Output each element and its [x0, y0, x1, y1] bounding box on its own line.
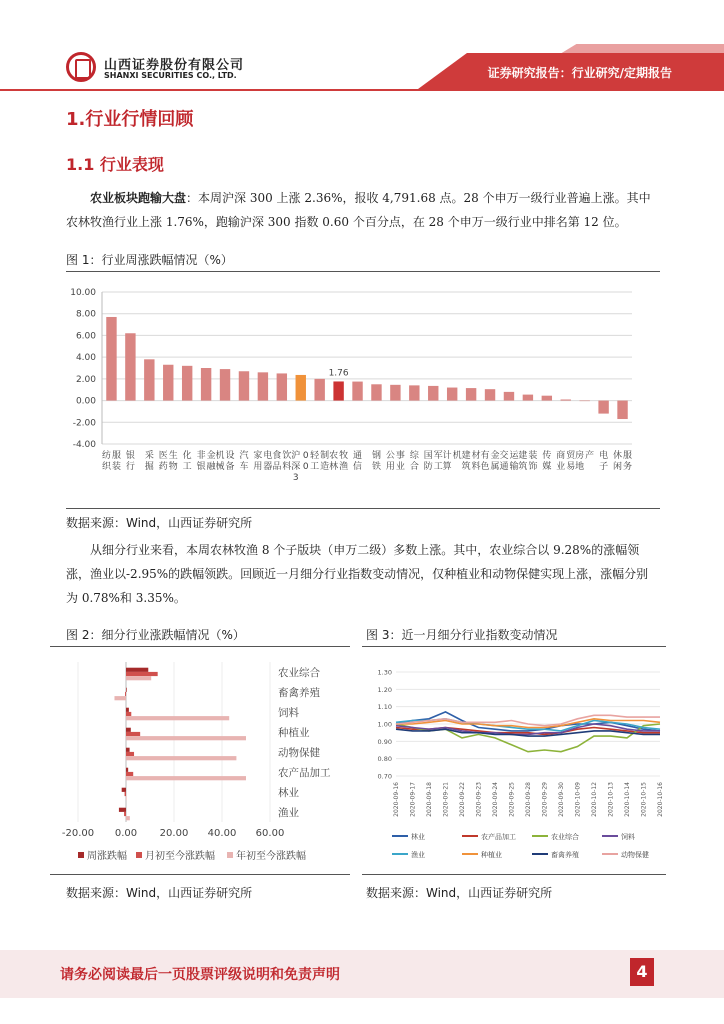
svg-text:机: 机 — [215, 451, 225, 461]
fig2-legend-swatch — [227, 852, 233, 858]
fig2-xtick-label: 20.00 — [159, 828, 189, 839]
fig1-chart — [66, 278, 660, 508]
fig1-category-label — [443, 449, 462, 472]
svg-text:料: 料 — [471, 462, 481, 472]
fig1-category-label — [518, 449, 537, 472]
fig2-xtick-label: -20.00 — [61, 828, 95, 839]
fig1-top-rule — [66, 271, 660, 272]
svg-text:深: 深 — [291, 462, 301, 472]
fig3-ytick-label: 0.80 — [377, 755, 392, 764]
svg-text:金: 金 — [206, 451, 216, 461]
svg-text:用: 用 — [253, 462, 263, 472]
fig3-legend-label: 农业综合 — [551, 833, 579, 841]
svg-text:食: 食 — [272, 451, 282, 461]
fig3-ytick-label: 1.20 — [377, 685, 392, 694]
fig1-bar — [523, 395, 533, 401]
fig3-source: 数据来源：Wind，山西证券研究所 — [366, 886, 553, 900]
svg-text:事: 事 — [395, 451, 405, 461]
fig2-bar — [126, 688, 127, 692]
svg-text:0: 0 — [302, 462, 309, 472]
fig1-bar — [466, 388, 476, 400]
svg-text:建: 建 — [461, 451, 471, 461]
fig1-category-label — [499, 449, 519, 472]
fig1-bar — [561, 399, 571, 400]
svg-text:设: 设 — [225, 451, 235, 461]
svg-text:交: 交 — [499, 451, 509, 461]
page-number: 4 — [630, 958, 654, 986]
fig2-bar — [125, 792, 126, 796]
fig1-ytick-label: 4.00 — [75, 353, 96, 364]
fig2-category-label: 林业 — [278, 787, 299, 799]
svg-text:采: 采 — [144, 451, 154, 461]
fig1-category-label — [386, 449, 405, 472]
svg-text:械: 械 — [215, 462, 225, 472]
fig1-category-label — [424, 450, 443, 472]
fig3-ytick-label: 1.30 — [377, 668, 392, 677]
svg-text:业: 业 — [556, 462, 566, 472]
fig1-category-label — [575, 449, 594, 472]
fig1-category-label — [253, 449, 272, 472]
fig1-bar — [409, 385, 419, 400]
svg-text:林: 林 — [329, 462, 339, 472]
fig1-bar — [163, 365, 173, 401]
fig2-xtick-label: 0.00 — [114, 828, 138, 839]
svg-text:钢: 钢 — [371, 451, 381, 461]
svg-text:金: 金 — [490, 451, 500, 461]
svg-text:牧: 牧 — [339, 451, 349, 461]
fig2-category-label: 种植业 — [278, 727, 310, 739]
fig2-bar — [126, 728, 131, 732]
svg-text:服: 服 — [623, 451, 633, 461]
fig3-xtick-label: 2020-09-16 — [393, 782, 400, 817]
svg-text:运: 运 — [509, 451, 519, 461]
svg-text:工: 工 — [433, 462, 443, 472]
fig1-category-label — [599, 449, 608, 472]
fig1-source: 数据来源：Wind，山西证券研究所 — [66, 516, 253, 530]
fig1-category-label — [481, 449, 500, 472]
fig1-bar — [504, 392, 514, 401]
fig3-chart — [362, 650, 666, 872]
fig2-bar — [126, 708, 129, 712]
fig3-xtick-label: 2020-10-14 — [624, 782, 631, 817]
fig2-bar — [126, 672, 158, 676]
svg-text:饮: 饮 — [282, 451, 292, 461]
fig1-bar — [371, 384, 381, 400]
svg-text:饰: 饰 — [528, 462, 538, 472]
fig2-legend-label: 月初至今涨跌幅 — [145, 851, 215, 862]
svg-text:织: 织 — [101, 462, 111, 472]
svg-text:3: 3 — [292, 473, 299, 483]
report-type: 证券研究报告：行业研究/定期报告 — [487, 66, 672, 80]
fig1-bar — [390, 385, 400, 401]
fig1-bar — [106, 317, 116, 401]
svg-text:装: 装 — [111, 462, 121, 472]
fig1-category-label — [291, 449, 309, 483]
fig1-category-label — [216, 449, 235, 472]
fig1-category-label — [462, 449, 481, 472]
fig2-bar — [126, 816, 130, 820]
fig1-category-label — [102, 449, 121, 472]
svg-text:服: 服 — [111, 451, 121, 461]
fig1-bottom-rule — [66, 508, 660, 509]
intro-text: ：本周沪深 300 上涨 2.36%，报收 4,791.68 点。28 个申万一级行业普遍上涨。其中农林牧渔行业上涨 1.76%，跑输沪深 300 指数 0.60 个百分点，在 28 个申万一级行业中排名第 12 位。 — [66, 191, 651, 229]
fig3-legend-label: 畜禽养殖 — [551, 851, 579, 859]
svg-text:汽: 汽 — [239, 451, 249, 461]
svg-text:轻: 轻 — [310, 451, 320, 461]
fig2-xtick-label: 40.00 — [207, 828, 237, 839]
svg-text:子: 子 — [599, 462, 609, 472]
svg-text:媒: 媒 — [542, 462, 552, 472]
fig2-bar — [126, 716, 229, 720]
svg-text:信: 信 — [353, 462, 363, 472]
fig3-legend-label: 林业 — [411, 833, 425, 841]
svg-text:造: 造 — [320, 462, 330, 472]
fig1-bar — [333, 381, 343, 400]
header-accent-stripe — [560, 44, 724, 54]
sub-industry-paragraph: 从细分行业来看，本周农林牧渔 8 个子版块（申万二级）多数上涨。其中，农业综合以 9.28%的涨幅领涨，渔业以-2.95%的跌幅领跌。回顾近一月细分行业指数变动情况，仅种植业和动物保健实现上涨，涨幅分别为 0.78%和 3.35%。 — [66, 543, 649, 605]
svg-text:闲: 闲 — [613, 462, 623, 472]
svg-text:电: 电 — [599, 451, 609, 461]
company-name-en: SHANXI SECURITIES CO., LTD. — [104, 71, 237, 80]
svg-text:0: 0 — [302, 451, 309, 461]
fig1-bar — [220, 369, 230, 400]
fig1-ytick-label: -2.00 — [72, 418, 96, 429]
svg-text:公: 公 — [385, 451, 395, 461]
fig1-ytick-label: 0.00 — [75, 396, 96, 407]
svg-text:掘: 掘 — [144, 462, 154, 472]
fig2-bar — [126, 776, 246, 780]
fig3-xtick-label: 2020-09-23 — [475, 782, 483, 817]
footer-disclaimer: 请务必阅读最后一页股票评级说明和免责声明 — [60, 967, 340, 983]
fig2-category-label: 饲料 — [278, 707, 299, 719]
fig3-ytick-label: 1.10 — [377, 703, 392, 712]
fig3-ytick-label: 0.70 — [377, 772, 392, 781]
svg-text:防: 防 — [423, 462, 433, 472]
fig1-bar — [428, 386, 438, 401]
svg-text:易: 易 — [566, 462, 576, 472]
fig2-bar — [119, 808, 126, 812]
svg-text:算: 算 — [442, 462, 452, 472]
section-title: 1.行业行情回顾 — [66, 109, 194, 130]
svg-text:色: 色 — [480, 462, 490, 472]
fig3-ytick-label: 1.00 — [377, 720, 392, 729]
svg-text:筑: 筑 — [518, 462, 528, 472]
fig3-xtick-label: 2020-09-22 — [459, 782, 466, 817]
svg-text:备: 备 — [225, 462, 235, 472]
fig1-bar — [258, 372, 268, 400]
svg-text:银: 银 — [196, 462, 206, 472]
fig2-category-label: 农业综合 — [278, 667, 320, 679]
fig2-bar — [122, 788, 126, 792]
svg-text:军: 军 — [433, 451, 443, 461]
fig1-ytick-label: 10.00 — [70, 288, 96, 298]
fig3-legend-label: 动物保健 — [621, 851, 649, 859]
fig1-category-label — [197, 449, 217, 472]
fig2-title: 图 2：细分行业涨跌幅情况（%） — [66, 628, 245, 642]
fig1-bar — [579, 401, 589, 402]
fig2-top-rule — [50, 646, 350, 647]
fig3-xtick-label: 2020-09-17 — [409, 782, 417, 817]
svg-text:业: 业 — [395, 462, 405, 472]
fig2-category-label: 动物保健 — [278, 747, 320, 759]
fig1-bar — [239, 371, 249, 400]
svg-text:务: 务 — [623, 462, 633, 472]
fig1-bar — [314, 379, 324, 401]
fig3-xtick-label: 2020-09-30 — [558, 782, 565, 817]
fig1-bar — [201, 368, 211, 401]
svg-text:非: 非 — [196, 451, 206, 461]
svg-text:合: 合 — [409, 462, 419, 472]
fig1-category-label — [159, 449, 178, 472]
fig3-xtick-label: 2020-10-15 — [640, 782, 648, 817]
svg-text:休: 休 — [613, 451, 623, 461]
fig2-legend-swatch — [78, 852, 84, 858]
svg-text:地: 地 — [575, 462, 585, 472]
fig2-category-label: 农产品加工 — [278, 767, 331, 779]
fig3-xtick-label: 2020-10-09 — [574, 782, 582, 817]
fig2-bar — [126, 676, 151, 680]
fig2-bar — [126, 756, 236, 760]
svg-text:筑: 筑 — [461, 462, 471, 472]
svg-text:贸: 贸 — [566, 451, 576, 461]
svg-text:房: 房 — [575, 451, 585, 461]
svg-text:综: 综 — [409, 451, 419, 461]
fig1-bar — [485, 389, 495, 400]
svg-text:融: 融 — [206, 462, 216, 472]
fig2-bar — [126, 768, 128, 772]
intro-lead: 农业板块跑输大盘 — [90, 191, 187, 205]
svg-text:家: 家 — [253, 451, 263, 461]
fig2-bar — [126, 752, 134, 756]
svg-text:物: 物 — [168, 462, 178, 472]
svg-text:材: 材 — [471, 451, 481, 461]
fig2-bar — [126, 796, 127, 800]
fig2-bottom-rule — [50, 874, 350, 875]
fig1-bar — [182, 366, 192, 401]
svg-text:制: 制 — [320, 451, 330, 461]
fig3-legend-label: 饲料 — [621, 833, 635, 841]
fig1-bar — [447, 388, 457, 401]
fig2-legend-label: 年初至今涨跌幅 — [236, 851, 306, 862]
fig1-data-label: 1.76 — [328, 368, 349, 379]
svg-text:行: 行 — [125, 462, 135, 472]
svg-text:化: 化 — [182, 451, 192, 461]
fig1-category-label — [329, 449, 348, 472]
svg-text:计: 计 — [442, 451, 452, 461]
svg-text:车: 车 — [239, 462, 249, 472]
svg-text:银: 银 — [125, 451, 135, 461]
company-logo-icon — [66, 52, 96, 82]
header-divider — [0, 89, 724, 91]
svg-text:国: 国 — [423, 451, 433, 461]
svg-text:通: 通 — [499, 462, 509, 472]
fig2-bar — [126, 668, 148, 672]
svg-text:铁: 铁 — [371, 462, 381, 472]
svg-text:农: 农 — [329, 451, 339, 461]
svg-text:器: 器 — [263, 462, 273, 472]
fig2-bar — [126, 736, 246, 740]
fig1-bar — [125, 333, 135, 400]
svg-text:电: 电 — [263, 451, 273, 461]
fig3-legend-label: 渔业 — [411, 851, 425, 859]
fig3-xtick-label: 2020-09-25 — [508, 782, 516, 817]
svg-text:用: 用 — [385, 462, 395, 472]
svg-text:装: 装 — [528, 451, 538, 461]
fig3-bottom-rule — [362, 874, 666, 875]
svg-text:料: 料 — [282, 462, 292, 472]
fig3-legend-label: 农产品加工 — [481, 833, 516, 841]
fig1-ytick-label: 2.00 — [75, 374, 96, 385]
svg-text:有: 有 — [480, 451, 490, 461]
fig2-category-label: 渔业 — [278, 807, 299, 819]
fig1-category-label — [353, 450, 362, 472]
fig2-bar — [125, 692, 126, 696]
fig1-category-label — [310, 449, 329, 472]
fig1-category-label — [556, 449, 576, 472]
fig1-category-label — [613, 449, 632, 472]
fig1-category-label — [372, 449, 381, 472]
fig3-legend-label: 种植业 — [481, 851, 502, 859]
fig2-bar — [126, 748, 130, 752]
fig1-category-label — [183, 449, 192, 472]
fig3-xtick-label: 2020-09-29 — [541, 782, 549, 817]
fig3-title: 图 3：近一月细分行业指数变动情况 — [366, 628, 558, 642]
svg-text:工: 工 — [182, 462, 192, 472]
fig3-xtick-label: 2020-09-18 — [426, 782, 433, 817]
svg-text:纺: 纺 — [101, 451, 111, 461]
svg-text:渔: 渔 — [339, 462, 349, 472]
svg-text:建: 建 — [518, 451, 528, 461]
fig1-category-label — [126, 449, 135, 472]
svg-text:产: 产 — [585, 451, 595, 461]
fig1-ytick-label: -4.00 — [72, 440, 96, 450]
intro-paragraph — [66, 186, 660, 234]
fig2-chart — [50, 650, 350, 872]
fig1-bar — [277, 373, 287, 400]
fig1-category-label — [542, 449, 551, 472]
svg-text:机: 机 — [452, 451, 462, 461]
svg-text:商: 商 — [556, 451, 566, 461]
svg-text:生: 生 — [168, 451, 178, 461]
fig2-category-label: 畜禽养殖 — [278, 687, 320, 699]
fig3-xtick-label: 2020-09-24 — [492, 782, 499, 817]
fig3-xtick-label: 2020-09-21 — [442, 782, 450, 817]
svg-text:医: 医 — [158, 451, 168, 461]
fig3-xtick-label: 2020-10-13 — [607, 782, 615, 817]
fig1-ytick-label: 6.00 — [75, 331, 96, 342]
fig2-xtick-label: 60.00 — [255, 828, 285, 839]
fig1-category-label — [145, 449, 154, 472]
fig3-ytick-label: 0.90 — [377, 737, 392, 746]
svg-text:沪: 沪 — [291, 451, 301, 461]
fig2-bar — [126, 772, 133, 776]
subsection-title: 1.1 行业表现 — [66, 155, 164, 174]
fig1-category-label — [410, 449, 420, 472]
fig3-xtick-label: 2020-10-16 — [657, 782, 664, 817]
fig2-legend-swatch — [136, 852, 142, 858]
fig2-source: 数据来源：Wind，山西证券研究所 — [66, 886, 253, 900]
fig2-bar — [124, 812, 126, 816]
fig3-xtick-label: 2020-10-12 — [591, 782, 598, 817]
fig1-bar — [144, 359, 154, 400]
fig1-bar — [617, 401, 627, 419]
fig1-bar — [352, 382, 362, 401]
svg-text:传: 传 — [542, 451, 552, 461]
fig3-top-rule — [362, 646, 666, 647]
fig1-bar — [598, 401, 608, 414]
svg-text:属: 属 — [490, 462, 500, 472]
fig2-bar — [114, 696, 126, 700]
fig1-title: 图 1：行业周涨跌幅情况（%） — [66, 253, 233, 267]
fig1-bar — [296, 375, 306, 401]
fig1-bar — [542, 396, 552, 401]
fig2-legend-label: 周涨跌幅 — [87, 851, 127, 862]
fig3-xtick-label: 2020-09-28 — [525, 782, 532, 817]
fig1-category-label — [272, 449, 291, 472]
svg-text:药: 药 — [158, 462, 168, 472]
fig1-category-label — [239, 449, 248, 472]
fig2-bar — [126, 712, 131, 716]
company-name-cn: 山西证券股份有限公司 — [104, 58, 245, 73]
svg-text:工: 工 — [310, 462, 320, 472]
fig2-bar — [126, 732, 140, 736]
svg-text:输: 输 — [509, 462, 519, 472]
svg-text:品: 品 — [272, 462, 282, 472]
fig1-ytick-label: 8.00 — [75, 309, 96, 320]
svg-text:通: 通 — [353, 451, 363, 461]
